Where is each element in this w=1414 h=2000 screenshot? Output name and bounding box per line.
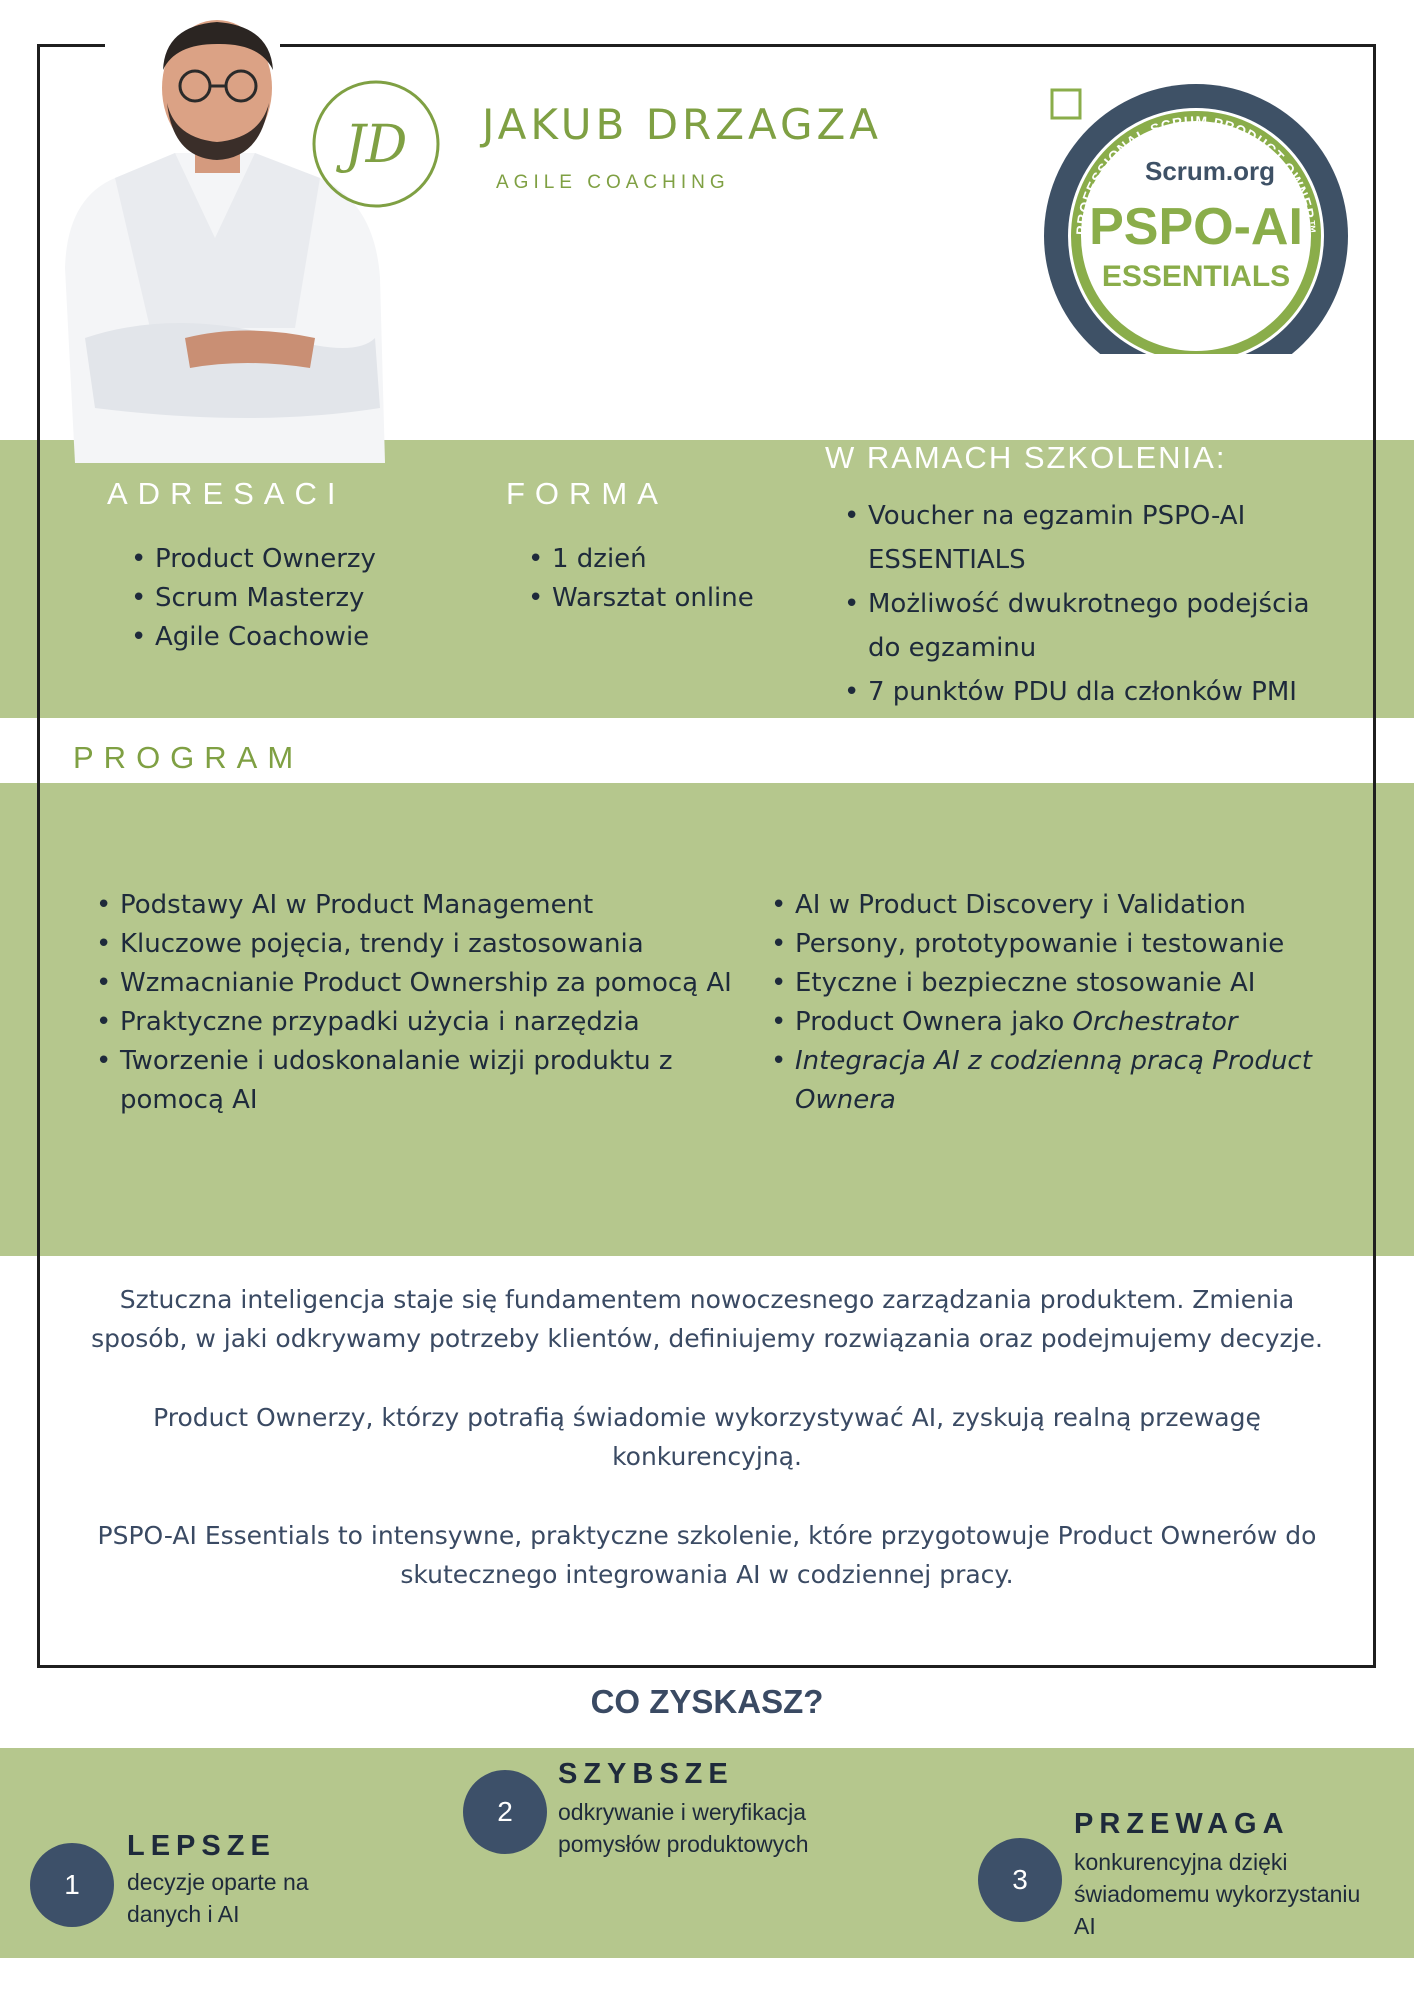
list-item: • Tworzenie i udoskonalanie wizji produktu z pomocą AI bbox=[90, 1042, 700, 1120]
list-item: • Wzmacnianie Product Ownership za pomocą AI bbox=[90, 964, 750, 1003]
program-list-right bbox=[765, 886, 1345, 1120]
list-item: • Etyczne i bezpieczne stosowanie AI bbox=[765, 964, 1345, 1003]
pspo-ai-badge bbox=[1040, 76, 1352, 354]
brand-subtitle: AGILE COACHING bbox=[496, 172, 730, 193]
item-italic: Orchestrator bbox=[1072, 1007, 1238, 1037]
svg-text:PSPO-AI: PSPO-AI bbox=[1089, 198, 1303, 256]
description bbox=[80, 1280, 1334, 1634]
program-heading: PROGRAM bbox=[73, 740, 304, 775]
svg-text:Scrum.org: Scrum.org bbox=[1144, 156, 1276, 186]
trainer-photo bbox=[55, 8, 395, 463]
list-item: • AI w Product Discovery i Validation bbox=[765, 886, 1345, 925]
benefits-heading: CO ZYSKASZ? bbox=[590, 1683, 824, 1720]
w-ramach-list bbox=[838, 494, 1338, 714]
benefit-title-2: SZYBSZE bbox=[558, 1758, 734, 1790]
list-item: • Agile Coachowie bbox=[125, 618, 376, 657]
list-item: • Persony, prototypowanie i testowanie bbox=[765, 925, 1345, 964]
benefit-title-3: PRZEWAGA bbox=[1074, 1808, 1290, 1840]
item-italic: ntegracja AI z codzienną pracą Product Ownera bbox=[795, 1046, 1312, 1115]
benefit-text-1: decyzje oparte na danych i AI bbox=[127, 1869, 309, 1927]
item-text: Product Ownera jako bbox=[795, 1007, 1073, 1037]
list-item: • 1 dzień bbox=[522, 540, 754, 579]
svg-text:PROFESSIONAL SCRUM PRODUCT OWN: PROFESSIONAL SCRUM PRODUCT OWNER™ bbox=[1072, 112, 1320, 236]
svg-text:JD: JD bbox=[344, 115, 408, 175]
benefit-text-2: odkrywanie i weryfikacja pomysłów produktowych bbox=[558, 1799, 809, 1857]
jd-logo-icon bbox=[310, 78, 442, 210]
list-item: • Product Ownerzy bbox=[125, 540, 376, 579]
description-p3: PSPO-AI Essentials to intensywne, praktyczne szkolenie, które przygotowuje Product Ownerów do skutecznego integrowania AI w codziennej pracy. bbox=[97, 1521, 1317, 1589]
item-text: I bbox=[795, 1046, 803, 1076]
adresaci-heading: ADRESACI bbox=[107, 476, 346, 511]
benefit-number-2: 2 bbox=[463, 1770, 547, 1854]
list-item: • Warsztat online bbox=[522, 579, 754, 618]
list-item: • 7 punktów PDU dla członków PMI bbox=[838, 670, 1338, 714]
adresaci-list bbox=[125, 540, 376, 657]
description-p2: Product Ownerzy, którzy potrafią świadomie wykorzystywać AI, zyskują realną przewagę konkurencyjną. bbox=[153, 1403, 1261, 1471]
benefit-title-1: LEPSZE bbox=[127, 1830, 276, 1862]
w-ramach-heading: W RAMACH SZKOLENIA: bbox=[825, 440, 1227, 475]
list-item: • Możliwość dwukrotnego podejścia do egzaminu bbox=[838, 582, 1338, 670]
program-list-left bbox=[90, 886, 750, 1120]
svg-text:AI ESSENTIALS: AI ESSENTIALS bbox=[1128, 309, 1264, 346]
list-item bbox=[765, 1042, 1345, 1120]
benefit-number-1: 1 bbox=[30, 1843, 114, 1927]
list-item: • Praktyczne przypadki użycia i narzędzia bbox=[90, 1003, 750, 1042]
forma-list bbox=[522, 540, 754, 618]
svg-text:ESSENTIALS: ESSENTIALS bbox=[1101, 260, 1291, 293]
description-p1: Sztuczna inteligencja staje się fundamentem nowoczesnego zarządzania produktem. Zmienia sposób, w jaki odkrywamy potrzeby klientów, definiujemy rozwiązania oraz podejmujemy decyzje. bbox=[91, 1285, 1323, 1353]
benefit-number-3: 3 bbox=[978, 1838, 1062, 1922]
brand-name: JAKUB DRZAGZA bbox=[482, 100, 883, 149]
list-item: • Kluczowe pojęcia, trendy i zastosowania bbox=[90, 925, 750, 964]
list-item bbox=[765, 1003, 1345, 1042]
list-item: • Podstawy AI w Product Management bbox=[90, 886, 750, 925]
list-item: • Voucher na egzamin PSPO-AI ESSENTIALS bbox=[838, 494, 1338, 582]
list-item: • Scrum Masterzy bbox=[125, 579, 376, 618]
forma-heading: FORMA bbox=[506, 476, 668, 511]
benefit-text-3: konkurencyjna dzięki świadomemu wykorzystaniu AI bbox=[1074, 1849, 1361, 1939]
